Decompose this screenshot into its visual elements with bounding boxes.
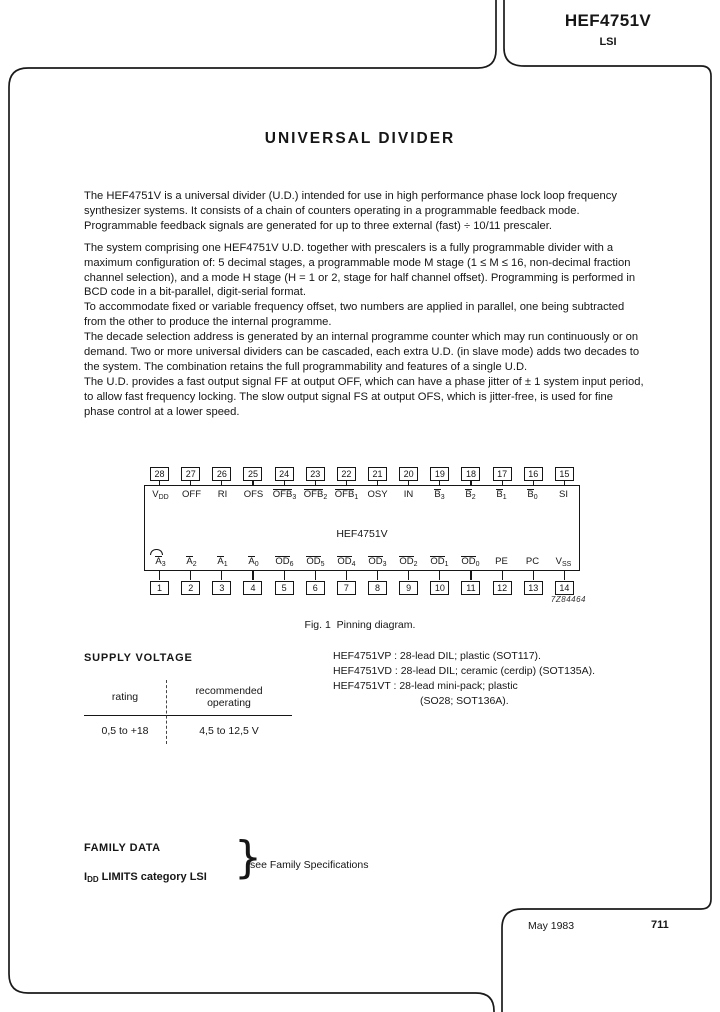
pin-22 (331, 466, 362, 481)
body-paragraph: The system comprising one HEF4751V U.D. together with prescalers is a fully programmable divider with a maximum configuration of: 5 decimal stages, a programmable mode M stage (1 ≤ M ≤ 16, non-decimal fraction channel selection), and a mode H stage (H = 1 or 2, stage for half channel offset). Programming is performed in BCD code in a bit-parallel, digit-serial format. (84, 241, 636, 299)
pin-label-text (306, 556, 324, 567)
pinning-diagram (144, 466, 586, 604)
column-header-recommended (166, 685, 292, 709)
pin-label-base-overlined: OD (337, 555, 352, 567)
pin-stub-line (470, 571, 471, 580)
pin-label-b3 (424, 489, 455, 500)
drawing-code: 7Z84464 (550, 595, 586, 604)
pin-28 (144, 466, 175, 481)
top-pin-labels (145, 489, 579, 500)
pin-label-vss (548, 556, 579, 567)
footer-date: May 1983 (528, 920, 575, 932)
pin-stub (206, 571, 237, 580)
pin-stub (269, 571, 300, 580)
pin-stub (300, 571, 331, 580)
pin-label-subscript: 2 (192, 560, 197, 568)
pin-label-text (218, 489, 228, 500)
pin-label-od5 (300, 556, 331, 567)
pin-label-ri (207, 489, 238, 500)
pin-label-base-overlined: B (465, 489, 472, 500)
pin-8 (362, 580, 393, 595)
pin-label-subscript: SS (562, 560, 572, 568)
figure-caption: Fig. 1 Pinning diagram. (304, 619, 416, 631)
pin-stub-line (502, 571, 503, 580)
pin-number-box: 20 (399, 467, 418, 481)
pin-26 (206, 466, 237, 481)
pin-1 (144, 580, 175, 595)
pin-9 (393, 580, 424, 595)
pin-5 (269, 580, 300, 595)
supply-table-header-row (84, 685, 298, 715)
pin-label-base: RI (217, 489, 228, 501)
pin-stub (331, 571, 362, 580)
pin-number-box: 11 (461, 581, 480, 595)
pin-label-text (368, 556, 386, 567)
pin-11 (455, 580, 486, 595)
pin-label-subscript: 2 (413, 560, 418, 568)
pin-label-base: OFF (182, 489, 201, 501)
pin-number-box: 13 (524, 581, 543, 595)
pin-label-a0 (238, 556, 269, 567)
bottom-pin-labels (145, 556, 579, 567)
pin-label-od0 (455, 556, 486, 567)
pin-stub-line (284, 571, 285, 580)
pin-label-base-overlined: OFB (334, 489, 355, 500)
body-paragraph: The HEF4751V is a universal divider (U.D.) intended for use in high performance phase lock loop frequency synthesizer systems. It consists of a chain of counters operating in a programmable feedback mode. Programmable feedback signals are generated for up to three external (fast) ÷ 10/11 prescaler. (84, 190, 617, 232)
pin-stub (518, 571, 549, 580)
pin-number-box: 22 (337, 467, 356, 481)
pin-number-box: 28 (150, 467, 169, 481)
pin-number-box: 17 (493, 467, 512, 481)
supply-voltage-table (84, 685, 298, 737)
pin-21 (362, 466, 393, 481)
package-line: HEF4751VT : 28-lead mini-pack; plastic (333, 680, 518, 692)
package-line: HEF4751VP : 28-lead DIL; plastic (SOT117). (333, 650, 541, 662)
supply-table-value-row (84, 716, 298, 737)
pin-12 (487, 580, 518, 595)
pin-stub (455, 571, 486, 580)
pin-label-text (182, 489, 201, 500)
pin-6 (300, 580, 331, 595)
pin-label-text (273, 489, 296, 500)
pin-stub-line (533, 571, 534, 580)
pin-label-od3 (362, 556, 393, 567)
pin-label-pc (517, 556, 548, 567)
pin-label-text (275, 556, 293, 567)
pin-label-base-overlined: OD (306, 555, 321, 567)
pin-label-base-overlined: OD (399, 555, 414, 567)
pin-label-text (495, 556, 508, 567)
body-paragraph: To accommodate fixed or variable frequency offset, two numbers are applied in parallel, one being subtracted from the other to produce the internal programme. (84, 301, 625, 329)
pin-stub (362, 571, 393, 580)
pin-label-vdd (145, 489, 176, 500)
pin-label-subscript: 5 (320, 560, 325, 568)
body-paragraph: The decade selection address is generated by an internal programme counter which may run continuously or on demand. Two or more universal dividers can be cascaded, each extra U.D. (in slave mode) adds two decades to the system. The combination retains the full programmability and features of a single U.D. (84, 331, 640, 373)
page-title: UNIVERSAL DIVIDER (264, 130, 456, 147)
pin-label-b0 (517, 489, 548, 500)
pin-label-base-overlined: OD (461, 555, 476, 567)
pin-label-text (244, 489, 264, 500)
top-pin-numbers (144, 466, 580, 481)
pin-label-ofb1 (331, 489, 362, 500)
pin-20 (393, 466, 424, 481)
pin-label-text (337, 556, 355, 567)
pin-label-base-overlined: A (155, 555, 162, 567)
pin-label-text (559, 489, 568, 500)
pin-label-subscript: 1 (444, 560, 449, 568)
pin-label-text (526, 556, 539, 567)
pin-label-text (367, 489, 387, 500)
pin-stub-line (439, 571, 440, 580)
pin1-notch (150, 549, 163, 555)
body-paragraph: The U.D. provides a fast output signal FF at output OFF, which can have a phase jitter of ± 1 system input period, to allow fast frequency locking. The slow output signal FS at output OFS, which is jitter-free, is used for fine phase control at a lower speed. (84, 375, 644, 418)
pin-label-subscript: 1 (502, 494, 507, 501)
chip-body (144, 485, 580, 571)
pin-number-box: 9 (399, 581, 418, 595)
column-header-rating: rating (111, 691, 139, 703)
pin-label-text (248, 556, 258, 567)
pin-label-subscript: 1 (223, 560, 228, 568)
pin-label-subscript: 3 (292, 494, 297, 501)
pin-number-box: 26 (212, 467, 231, 481)
pin-label-subscript: 2 (323, 494, 328, 501)
pin-number-box: 3 (212, 581, 231, 595)
pin-13 (518, 580, 549, 595)
body-text (84, 189, 644, 420)
pin-label-od2 (393, 556, 424, 567)
package-list (333, 649, 595, 709)
pin-label-subscript: 0 (254, 560, 259, 568)
pin-label-text (556, 556, 572, 567)
pin-stub-line (252, 571, 253, 580)
pin-label-si (548, 489, 579, 500)
pin-label-text (461, 556, 479, 567)
pin-number-box: 10 (430, 581, 449, 595)
pin-label-text (399, 556, 417, 567)
pin-stub (424, 571, 455, 580)
pin-2 (175, 580, 206, 595)
pin-label-a1 (207, 556, 238, 567)
pin-label-text (430, 556, 448, 567)
pin-number-box: 1 (150, 581, 169, 595)
pin-label-text (335, 489, 358, 500)
pin-label-text (217, 556, 227, 567)
pin-number-box: 6 (306, 581, 325, 595)
pin-stub-line (159, 571, 160, 580)
pin-7 (331, 580, 362, 595)
pin-stub-line (408, 571, 409, 580)
pin-label-base-overlined: OD (275, 555, 290, 567)
pin-label-base-overlined: OD (368, 555, 383, 567)
pin-label-od6 (269, 556, 300, 567)
pin-27 (175, 466, 206, 481)
pin-17 (487, 466, 518, 481)
pin-label-base-overlined: A (186, 555, 193, 567)
pin-number-box: 27 (181, 467, 200, 481)
recommended-value: 4,5 to 12,5 V (199, 725, 259, 737)
pin-24 (269, 466, 300, 481)
pin-label-subscript: 3 (382, 560, 387, 568)
pin-label-subscript: 2 (471, 494, 476, 501)
pin-25 (237, 466, 268, 481)
page-header (504, 11, 712, 48)
pin-label-base: V (555, 555, 562, 567)
family-data-heading: FAMILY DATA (84, 842, 161, 854)
pin-stub-line (377, 571, 378, 580)
chip-label: HEF4751V (336, 528, 388, 541)
pin-label-subscript: DD (158, 494, 169, 502)
idd-rest: LIMITS category LSI (98, 871, 207, 883)
pin-label-subscript: 3 (161, 560, 166, 568)
pin-label-od4 (331, 556, 362, 567)
pin-number-box: 21 (368, 467, 387, 481)
pin-label-base-overlined: OFB (272, 489, 293, 500)
pin-stub-line (564, 571, 565, 580)
bottom-pin-stubs (144, 571, 580, 580)
recommended-line1: recommended (195, 685, 263, 697)
pin-label-base: V (152, 489, 159, 501)
pin-label-text (465, 489, 475, 500)
pin-label-osy (362, 489, 393, 500)
pin-number-box: 15 (555, 467, 574, 481)
pin-label-b2 (455, 489, 486, 500)
pin-label-base-overlined: A (217, 555, 224, 567)
pin-14 (549, 580, 580, 595)
idd-symbol: I (84, 871, 88, 883)
pin-stub (487, 571, 518, 580)
pin-16 (518, 466, 549, 481)
pin-label-subscript: 1 (354, 494, 359, 501)
pin-label-base-overlined: A (248, 555, 255, 567)
pin-10 (424, 580, 455, 595)
pin-3 (206, 580, 237, 595)
pin-label-subscript: 0 (533, 494, 538, 501)
pin-label-in (393, 489, 424, 500)
pin-label-base-overlined: B (434, 489, 441, 500)
pin-number-box: 5 (275, 581, 294, 595)
pin-stub-line (190, 571, 191, 580)
pin-number-box: 25 (243, 467, 262, 481)
pin-number-box: 14 (555, 581, 574, 595)
pin-label-subscript: 6 (289, 560, 294, 568)
pin-number-box: 12 (493, 581, 512, 595)
pin-label-od1 (424, 556, 455, 567)
pin-label-ofb3 (269, 489, 300, 500)
pin-19 (424, 466, 455, 481)
pin-label-subscript: 3 (440, 494, 445, 501)
pin-stub-line (346, 571, 347, 580)
pin-4 (237, 580, 268, 595)
pin-number-box: 23 (306, 467, 325, 481)
pin-label-base: PE (495, 555, 508, 567)
pin-label-base: OFS (243, 489, 264, 501)
family-data-section (84, 832, 404, 884)
pin-label-a2 (176, 556, 207, 567)
pin-15 (549, 466, 580, 481)
pin-number-box: 18 (461, 467, 480, 481)
supply-voltage-heading: SUPPLY VOLTAGE (84, 652, 193, 664)
pin-label-subscript: 0 (475, 560, 480, 568)
bottom-pin-numbers (144, 580, 580, 595)
pin-stub-line (221, 571, 222, 580)
rating-value: 0,5 to +18 (101, 725, 149, 737)
pin-label-subscript: 4 (351, 560, 356, 568)
pin-label-ofs (238, 489, 269, 500)
pin-label-a3 (145, 556, 176, 567)
pin-number-box: 24 (275, 467, 294, 481)
recommended-line2: operating (207, 697, 251, 709)
pin-label-b1 (486, 489, 517, 500)
package-line: HEF4751VD : 28-lead DIL; ceramic (cerdip) (SOT135A). (333, 665, 596, 677)
footer-page-number: 711 (651, 919, 669, 931)
pin-stub-line (315, 571, 316, 580)
pin-label-text (496, 489, 506, 500)
pin-label-pe (486, 556, 517, 567)
family-note: see Family Specifications (250, 859, 369, 871)
pin-label-base-overlined: OD (430, 555, 445, 567)
idd-subscript: DD (87, 875, 99, 884)
package-line: (SO28; SOT136A). (420, 695, 509, 707)
pin-label-base-overlined: OFB (303, 489, 324, 500)
pin-number-box: 19 (430, 467, 449, 481)
part-number: HEF4751V (564, 11, 652, 30)
pin-23 (300, 466, 331, 481)
pin-number-box: 7 (337, 581, 356, 595)
pin-label-base-overlined: B (527, 489, 534, 500)
pin-number-box: 8 (368, 581, 387, 595)
brace-glyph: } (234, 832, 262, 883)
pin-label-base: IN (403, 489, 414, 501)
supply-voltage-section (84, 652, 298, 737)
pin-label-off (176, 489, 207, 500)
pin-label-text (404, 489, 414, 500)
pin-label-base-overlined: B (496, 489, 503, 500)
pin-number-box: 16 (524, 467, 543, 481)
pin-label-text (152, 489, 168, 500)
pin-label-text (155, 556, 165, 567)
pin-label-text (434, 489, 444, 500)
pin-label-ofb2 (300, 489, 331, 500)
pin-label-base: PC (525, 555, 540, 567)
pin-number-box: 4 (243, 581, 262, 595)
pin-label-text (186, 556, 196, 567)
pin-18 (455, 466, 486, 481)
pin-label-base: SI (559, 489, 568, 501)
pin-stub (237, 571, 268, 580)
pin-stub (144, 571, 175, 580)
pin-label-text (527, 489, 537, 500)
pin-label-base: OSY (367, 489, 388, 501)
pin-stub (393, 571, 424, 580)
supply-table-column-divider (166, 680, 167, 744)
pin-stub (549, 571, 580, 580)
pin-label-text (304, 489, 327, 500)
family-label: LSI (599, 36, 617, 48)
pin-stub (175, 571, 206, 580)
pin-number-box: 2 (181, 581, 200, 595)
